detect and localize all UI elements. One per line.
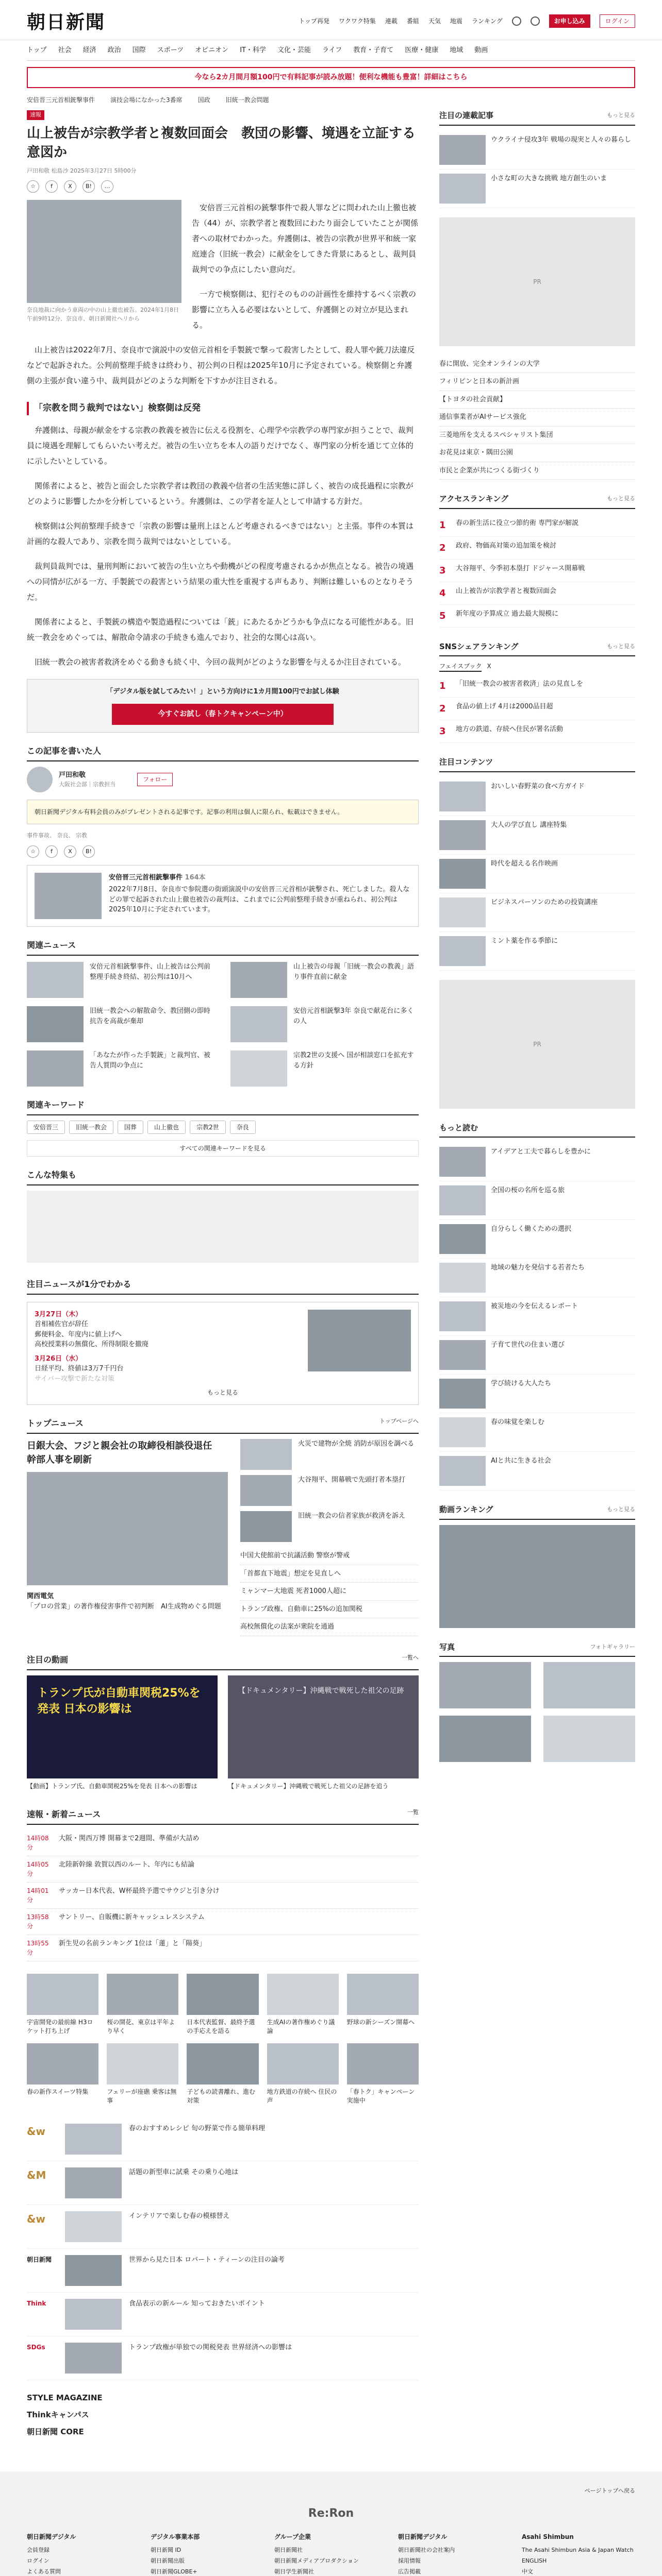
authors-heading: この記事を書いた人: [27, 745, 419, 761]
grid-item[interactable]: 野球の新シーズン開幕へ: [347, 1974, 419, 2036]
ranking-item[interactable]: 2 食品の値上げ 4月は2000品目超: [439, 698, 635, 720]
nav-item[interactable]: 天気: [428, 18, 441, 25]
related-item[interactable]: 安倍元首相銃撃3年 奈良で献花台に多くの人: [230, 1006, 419, 1042]
subscribe-button[interactable]: お申し込み: [549, 14, 590, 28]
related-item[interactable]: 宗教2世の支援へ 国が相談窓口を拡充する方針: [230, 1050, 419, 1087]
footer-column: [398, 2531, 511, 2576]
login-button[interactable]: ログイン: [600, 14, 635, 28]
grid-item[interactable]: 宇宙開発の最前線 H3ロケット打ち上げ: [27, 1974, 98, 2036]
footer-columns: [27, 2531, 635, 2576]
brand-link[interactable]: Thinkキャンパス: [27, 2410, 89, 2420]
author-card: [27, 767, 419, 792]
photo-thumb[interactable]: [439, 1662, 531, 1708]
footer-column-title: 朝日新聞デジタル: [398, 2533, 448, 2540]
sidebar-more[interactable]: もっと見る: [607, 112, 635, 118]
movie-ranking-heading: 動画ランキング もっと見る: [439, 1504, 635, 1520]
sidebar-link[interactable]: 市民と企業が共につくる街づくり: [439, 462, 635, 480]
footer-link[interactable]: 朝日新聞GLOBE+: [151, 2568, 197, 2575]
thumb-grid: [27, 1974, 419, 2106]
topnews-list-item[interactable]: 中国大使館前で抗議活動 警察が警戒: [240, 1547, 419, 1565]
more-item[interactable]: 被災地の今を伝えるレポート: [439, 1297, 635, 1336]
gnav-item[interactable]: IT・科学: [240, 46, 266, 54]
follow-button[interactable]: フォロー: [137, 773, 173, 786]
promo-list: [27, 2117, 419, 2380]
author-role: 大阪社会部｜宗教担当: [59, 781, 115, 788]
gnav-item[interactable]: 教育・子育て: [353, 46, 394, 54]
tag-link[interactable]: 宗教: [76, 832, 87, 839]
nav-item[interactable]: 番組: [406, 18, 419, 25]
article-paragraph: 検察側は公判前整理手続きで「宗教の影響は量刑上ほとんど考慮されるべきではない」と主張。事件の本質は計画的な殺人であり、宗教を問う裁判ではないとしている。: [27, 521, 414, 546]
footer-column-title: デジタル事業本部: [151, 2533, 200, 2540]
keyword-chip[interactable]: 国葬: [118, 1121, 143, 1134]
gnav-item[interactable]: スポーツ: [157, 46, 184, 54]
digest-date: 3月27日（木）: [35, 1310, 82, 1318]
article-title: 山上被告が宗教学者と複数回面会 教団の影響、境遇を立証する意図か: [27, 125, 416, 161]
topnews-list-item[interactable]: トランプ政権、自動車に25%の追加関税: [240, 1601, 419, 1619]
photo-thumb[interactable]: [543, 1716, 635, 1762]
digest-item[interactable]: サイバー攻撃で新たな対策: [35, 1375, 114, 1383]
author-name[interactable]: 戸田和敬: [59, 771, 86, 779]
topnews-list-item[interactable]: 高校無償化の法案が衆院を通過: [240, 1618, 419, 1636]
x-icon[interactable]: X: [64, 845, 76, 858]
topnews-more[interactable]: トップページへ: [379, 1418, 419, 1425]
notice-box: 朝日新聞デジタル有料会員のみがプレゼントされる記事です。記事の利用は個人に限られ、転載はできません。: [27, 800, 419, 824]
main-column: [27, 110, 419, 2441]
brand-link[interactable]: STYLE MAGAZINE: [27, 2393, 103, 2403]
sidebar-link[interactable]: 【トヨタの社会貢献】: [439, 391, 635, 409]
pick-item[interactable]: 小さな町の大きな挑戦 地方創生のいま: [439, 170, 635, 208]
footer-link[interactable]: 朝日新聞出版: [151, 2557, 185, 2564]
footer-column: [522, 2531, 635, 2576]
series-label[interactable]: 安倍晋三元首相銃撃事件 164本: [109, 873, 206, 882]
movie-ranking-thumb[interactable]: [439, 1525, 635, 1628]
related-item[interactable]: 「あなたが作った手製銃」と裁判官、被告人質問の争点に: [27, 1050, 215, 1087]
nav-item[interactable]: ランキング: [471, 18, 503, 25]
footer-brand[interactable]: Re:Ron: [308, 2506, 354, 2520]
recommend-item[interactable]: おいしい春野菜の食べ方ガイド: [439, 777, 635, 816]
ranking-item[interactable]: 1 「旧統一教会の被害者救済」法の見直しを: [439, 675, 635, 698]
sidebar-textlinks: [439, 355, 635, 480]
promo-item[interactable]: SDGs トランプ政権が単独での関税発表 世界経済への影響は: [27, 2336, 419, 2380]
keyword-chip[interactable]: 安倍晋三: [27, 1121, 65, 1134]
pick-heading: こんな特集も: [27, 1169, 419, 1185]
movie-item[interactable]: トランプ氏が自動車関税25%を発表 日本の影響は 【動画】トランプ氏、自動車関税25%を発表 日本への影響は: [27, 1675, 218, 1791]
article-paragraph: 旧統一教会の被害者救済をめぐる動きも続く中、今回の裁判がどのような影響を与えるか注目されている。: [35, 657, 406, 667]
topnews-list-item[interactable]: ミャンマー大地震 死者1000人超に: [240, 1583, 419, 1601]
topnews-side-item[interactable]: 旧統一教会の信者家族が救済を訴え: [240, 1511, 419, 1542]
more-item[interactable]: 子育て世代の住まい選び: [439, 1336, 635, 1375]
topnews-heading: トップニュース トップページへ: [27, 1417, 419, 1434]
footer-link[interactable]: The Asahi Shimbun Asia & Japan Watch: [522, 2546, 634, 2553]
avatar: [27, 767, 53, 792]
breaking-item[interactable]: 13時55分 新生児の名前ランキング 1位は「蓮」と「陽葵」: [27, 1935, 419, 1961]
more-item[interactable]: 自分らしく働くための選択: [439, 1220, 635, 1259]
ranking-item[interactable]: 3 地方の鉄道、存続へ住民が署名活動: [439, 720, 635, 743]
footer-column-title: 朝日新聞デジタル: [27, 2533, 76, 2540]
nav-item[interactable]: ワクワク特集: [338, 18, 376, 25]
movies-heading: 注目の動画 一覧へ: [27, 1654, 419, 1670]
gnav-item[interactable]: 社会: [58, 46, 72, 54]
digest-item[interactable]: 郵便料金、年度内に値上げへ: [35, 1330, 122, 1338]
topnews-side-item[interactable]: 火災で建物が全焼 消防が原因を調べる: [240, 1439, 419, 1470]
movies-more[interactable]: 一覧へ: [402, 1654, 419, 1661]
movie-thumb[interactable]: 【ドキュメンタリー】沖縄戦で戦死した祖父の足跡: [228, 1675, 419, 1778]
ad-slot[interactable]: PR: [439, 980, 635, 1109]
access-more[interactable]: もっと見る: [607, 495, 635, 502]
footer-column: [274, 2531, 388, 2576]
ranking-item[interactable]: 3 大谷翔平、今季初本塁打 ドジャース開幕戦: [439, 560, 635, 582]
topnews-lead[interactable]: 日銀大会、フジと親会社の取締役相談役退任 幹部人事を刷新: [27, 1440, 222, 1466]
footer-link[interactable]: ログイン: [27, 2557, 49, 2564]
section-heading: 「宗教を問う裁判ではない」検察側は反発: [27, 402, 419, 415]
sidebar-link[interactable]: 三菱地所を支えるスペシャリスト集団: [439, 427, 635, 445]
digest-heading: 注目ニュースが1分でわかる: [27, 1278, 419, 1295]
bookmark-icon[interactable]: ☆: [27, 180, 39, 193]
gnav-item[interactable]: ライフ: [322, 46, 342, 54]
movie-ranking-more[interactable]: もっと見る: [607, 1506, 635, 1513]
footer-link[interactable]: 広告掲載: [398, 2568, 421, 2575]
footer-link[interactable]: 採用情報: [398, 2557, 421, 2564]
related-item[interactable]: 安倍元首相銃撃事件、山上被告は公判前整理手続き終結、初公判は10月へ: [27, 962, 215, 998]
ranking-item[interactable]: 1 春の新生活に役立つ節約術 専門家が解説: [439, 514, 635, 537]
footer-column-title: グループ企業: [274, 2533, 311, 2540]
footer-link[interactable]: ENGLISH: [522, 2557, 547, 2564]
promo-item[interactable]: &w インテリアで楽しむ春の模様替え: [27, 2205, 419, 2249]
brand-link[interactable]: 朝日新聞 CORE: [27, 2427, 84, 2437]
grid-item[interactable]: フェリーが座礁 乗客は無事: [107, 2043, 178, 2106]
photo-caption: 奈良地裁に向かう車両の中の山上徹也被告。2024年1月8日午前9時12分、奈良市、朝日新聞社ヘリから: [27, 307, 179, 322]
user-icon[interactable]: [531, 16, 540, 26]
promo-item[interactable]: Think 食品表示の新ルール 知っておきたいポイント: [27, 2293, 419, 2336]
photo-grid: [439, 1662, 635, 1762]
promo-banner[interactable]: 今なら2カ月間月額100円で有料記事が読み放題！便利な機能も豊富！詳細はこちら: [27, 67, 635, 88]
gnav-item[interactable]: 経済: [82, 46, 96, 54]
article-paragraph: 関係者によると、手製銃の構造や製造過程については「銃」にあたるかどうかも争点になる可能性がある。旧統一教会をめぐっては、解散命令請求の手続きも進んでおり、社会的な関心は高い。: [27, 617, 413, 642]
sidebar: [439, 110, 635, 2441]
ranking-item[interactable]: 2 政府、物価高対策の追加策を検討: [439, 537, 635, 560]
footer-link[interactable]: 朝日新聞 ID: [151, 2546, 181, 2553]
gnav-item[interactable]: 文化・芸能: [277, 46, 311, 54]
more-item[interactable]: 地域の魅力を発信する若者たち: [439, 1259, 635, 1297]
digest-item[interactable]: 日経平均、終値は3万7千円台: [35, 1365, 124, 1373]
hatena-icon[interactable]: B!: [82, 180, 95, 193]
movies-list: [27, 1675, 419, 1791]
article-paragraph: 弁護側は、母親が献金をする宗教の教義を被告に伝える役割を、心理学や宗教学の専門家が担うことで、裁判員に境遇を理解してもらいたい考えだ。被告の生い立ちを本人の語りだけでなく、専門家の分析を通じて立体的に示したいとしている。: [27, 425, 413, 466]
brand-links: [27, 2389, 419, 2441]
more-item[interactable]: 春の味覚を楽しむ: [439, 1413, 635, 1452]
more-heading: もっと読む: [439, 1122, 635, 1138]
bookmark-icon[interactable]: ☆: [27, 845, 39, 858]
series-desc: 2022年7月8日、奈良市で参院選の街頭演説中の安倍晋三元首相が銃撃され、死亡しました。殺人などの罪で起訴された山上徹也被告の裁判は、これまでに公判前整理手続きが重ねられ、初公判は2025年10月に予定されています。: [109, 886, 410, 914]
topnews-sub-label: 関西電気: [27, 1592, 54, 1601]
related-heading: 関連ニュース: [27, 939, 419, 956]
topic-link[interactable]: 演技会場になかった3番席: [110, 96, 183, 104]
article-paragraph: 安倍晋三元首相の銃撃事件で殺人罪などに問われた山上徹也被告（44）が、宗教学者と複数回にわたり面会していたことが関係者への取材でわかった。弁護側は、被告の宗教が世界平和統一家庭連合（旧統一教会）に献金をしてきた背景にあるとし、裁判員裁判での争点にしたい意向だ。: [192, 203, 419, 275]
gnav-item[interactable]: オピニオン: [195, 46, 229, 54]
grid-item[interactable]: 地方鉄道の存続へ 住民の声: [267, 2043, 339, 2106]
grid-item[interactable]: 生成AIの著作権めぐり議論: [267, 1974, 339, 2036]
recommend-item[interactable]: ビジネスパーソンのための投資講座: [439, 893, 635, 932]
footer-link[interactable]: 朝日新聞社: [274, 2546, 303, 2553]
grid-item[interactable]: 「春トク」キャンペーン実施中: [347, 2043, 419, 2106]
keywords-more[interactable]: すべての関連キーワードを見る: [27, 1140, 419, 1157]
keyword-chip[interactable]: 宗教2世: [190, 1121, 226, 1134]
tab-x[interactable]: X: [487, 663, 491, 670]
social-tabs: [439, 662, 635, 672]
related-list: [27, 962, 419, 1087]
breaking-item[interactable]: 14時05分 北陸新幹線 敦賀以西のルート、年内にも結論: [27, 1856, 419, 1883]
site-logo[interactable]: 朝日新聞: [27, 11, 106, 33]
article-meta: 戸田和敬 松島沙 2025年3月27日 5時00分: [27, 167, 137, 174]
article-lead-block: [27, 200, 419, 342]
ad-slot[interactable]: PR: [439, 217, 635, 346]
series-thumbnail[interactable]: [35, 873, 102, 919]
more-icon[interactable]: …: [101, 180, 113, 193]
footer-link[interactable]: 中文: [522, 2568, 533, 2575]
digest-more[interactable]: もっと見る: [207, 1389, 238, 1397]
facebook-icon[interactable]: f: [45, 845, 58, 858]
social-more[interactable]: もっと見る: [607, 642, 635, 650]
promo-item[interactable]: &w 春のおすすめレシピ 旬の野菜で作る簡単料理: [27, 2117, 419, 2161]
footer-link[interactable]: 会員登録: [27, 2546, 49, 2553]
keyword-chip[interactable]: 旧統一教会: [69, 1121, 113, 1134]
hatena-icon[interactable]: B!: [82, 845, 95, 858]
access-heading: アクセスランキング もっと見る: [439, 493, 635, 509]
ranking-item[interactable]: 4 山上被告が宗教学者と複数回面会: [439, 582, 635, 605]
photo-more[interactable]: フォトギャラリー: [590, 1643, 635, 1650]
tag-link[interactable]: 事件事故: [27, 832, 49, 839]
nav-item[interactable]: 連載: [385, 18, 398, 25]
keywords-heading: 関連キーワード: [27, 1099, 419, 1115]
photo-heading: 写真 フォトギャラリー: [439, 1641, 635, 1657]
search-icon[interactable]: [512, 16, 521, 26]
topic-link[interactable]: 旧統一教会問題: [225, 96, 269, 104]
recommend-item[interactable]: 時代を超える名作映画: [439, 855, 635, 893]
gnav-item[interactable]: 医療・健康: [405, 46, 439, 54]
sidebar-link[interactable]: 春に開放、完全オンラインの大学: [439, 355, 635, 374]
pick-item[interactable]: ウクライナ侵攻3年 戦場の現実と人々の暮らし: [439, 131, 635, 170]
sidebar-link[interactable]: フィリピンと日本の新計画: [439, 373, 635, 391]
more-item[interactable]: AIと共に生きる社会: [439, 1452, 635, 1490]
photo-thumb[interactable]: [543, 1662, 635, 1708]
topic-link[interactable]: 安倍晋三元首相銃撃事件: [27, 96, 95, 104]
share-bar: [27, 180, 419, 193]
x-icon[interactable]: X: [64, 180, 76, 193]
digest-box: [27, 1302, 419, 1405]
grid-item[interactable]: 子どもの読書離れ、進む対策: [187, 2043, 258, 2106]
topnews-side-item[interactable]: 大谷翔平、開幕戦で先頭打者本塁打: [240, 1475, 419, 1506]
breaking-heading: 速報・新着ニュース 一覧: [27, 1808, 419, 1825]
tab-facebook[interactable]: フェイスブック: [439, 662, 482, 672]
facebook-icon[interactable]: f: [45, 180, 58, 193]
grid-item[interactable]: 日本代表監督、最終予選の手応えを語る: [187, 1974, 258, 2036]
news-tag: 速報: [27, 110, 44, 120]
photo-thumb[interactable]: [439, 1716, 531, 1762]
trial-button[interactable]: 今すぐお試し（春トクキャンペーン中）: [112, 704, 334, 725]
keyword-chip[interactable]: 山上徹也: [147, 1121, 186, 1134]
recommend-heading: 注目コンテンツ: [439, 756, 635, 772]
grid-item[interactable]: 桜の開花、東京は平年より早く: [107, 1974, 178, 2036]
movie-item[interactable]: 【ドキュメンタリー】沖縄戦で戦死した祖父の足跡 【ドキュメンタリー】沖縄戦で戦死した祖父の足跡を追う: [228, 1675, 419, 1791]
more-item[interactable]: アイデアと工夫で暮らしを豊かに: [439, 1143, 635, 1181]
promo-item[interactable]: &M 話題の新型車に試乗 その乗り心地は: [27, 2161, 419, 2205]
user-nav: [299, 14, 635, 28]
more-item[interactable]: 学び続ける大人たち: [439, 1375, 635, 1413]
sidebar-heading: 注目の連載記事 もっと見る: [439, 110, 635, 126]
breaking-list: [27, 1830, 419, 1961]
digest-item[interactable]: 高校授業料の無償化、所得制限を撤廃: [35, 1341, 149, 1349]
topic-link[interactable]: 国政: [197, 96, 210, 104]
social-heading: SNSシェアランキング もっと見る: [439, 641, 635, 657]
pagetop-link[interactable]: ページトップへ戻る: [584, 2487, 635, 2495]
breaking-item[interactable]: 14時01分 サッカー日本代表、W杯最終予選でサウジと引き分け: [27, 1883, 419, 1909]
promo-item[interactable]: 朝日新聞 世界から見た日本 ロバート・ティーンの注目の論考: [27, 2249, 419, 2293]
tag-link[interactable]: 奈良: [57, 832, 69, 839]
ranking-item[interactable]: 5 新年度の予算成立 過去最大規模に: [439, 605, 635, 628]
trial-box: [27, 679, 419, 733]
topnews-sub[interactable]: 「プロの営業」の著作権侵害事件で初判断 AI生成物めぐる問題: [27, 1602, 221, 1611]
grid-item[interactable]: 春の新作スイーツ特集: [27, 2043, 98, 2106]
footer-link[interactable]: 朝日新聞メディアプロダクション: [274, 2557, 359, 2564]
digest-image[interactable]: [308, 1310, 411, 1371]
article-paragraph: 一方で検察側は、犯行そのものの計画性を維持するべく宗教の影響に立ち入る必要はないとして、弁護側との対立が見込まれる。: [192, 290, 417, 330]
footer-column: [151, 2531, 264, 2576]
recommend-item[interactable]: 大人の学び直し 講座特集: [439, 816, 635, 855]
keyword-chip[interactable]: 奈良: [230, 1121, 256, 1134]
article-paragraph: 山上被告は2022年7月、奈良市で演説中の安倍元首相を手製銃で撃って殺害したとして、殺人罪や銃刀法違反などで起訴された。公判前整理手続きは終わり、初公判の日程は2025年10月に予定されている。検察側と弁護側の主張が食い違う中、裁判員がどのような判断を下すかが注目される。: [27, 345, 415, 386]
trial-lead: 「デジタル版を試してみたい！」という方向けに1カ月間100円でお試し体験: [106, 687, 339, 696]
breaking-item[interactable]: 14時08分 大阪・関西万博 開幕まで2週間、準備が大詰め: [27, 1830, 419, 1856]
share-bar-bottom: [27, 845, 419, 858]
breaking-item[interactable]: 13時58分 サントリー、自販機に新キャッシュレスシステム: [27, 1909, 419, 1935]
related-item[interactable]: 旧統一教会への解散命令、教団側の即時抗告を高裁が棄却: [27, 1006, 215, 1042]
footer-link[interactable]: 朝日新聞社の会社案内: [398, 2546, 455, 2553]
gnav-item[interactable]: 地域: [450, 46, 464, 54]
recommend-item[interactable]: ミント薬を作る季節に: [439, 932, 635, 971]
gnav-item[interactable]: 政治: [107, 46, 121, 54]
topics-bar: [27, 95, 635, 105]
global-nav: [27, 40, 635, 61]
topnews-block: [27, 1439, 419, 1636]
article-paragraph: 関係者によると、被告と面会した宗教学者は教団の教義や信者の生活実態に詳しく、被告の成長過程に宗教がどのように影響したかを分析しているという。弁護側は、この学者を証人として申請する方針だ。: [27, 481, 413, 506]
nav-item[interactable]: 地震: [450, 18, 462, 25]
keyword-list: [27, 1121, 419, 1134]
footer: [0, 2471, 662, 2576]
series-box: [27, 865, 419, 927]
sidebar-link[interactable]: お花見は東京・隅田公園: [439, 444, 635, 462]
header: [0, 0, 662, 40]
pick-area: [27, 1191, 419, 1263]
digest-date: 3月26日（水）: [35, 1354, 82, 1363]
topnews-photo[interactable]: [27, 1472, 228, 1585]
nav-item[interactable]: トップ再発: [299, 18, 329, 25]
footer-link[interactable]: よくある質問: [27, 2568, 61, 2575]
topnews-list-item[interactable]: 「首都直下地震」想定を見直しへ: [240, 1565, 419, 1583]
gnav-item[interactable]: 動画: [474, 46, 488, 54]
article-paragraph: 裁判員裁判では、量刑判断において被告の生い立ちや動機がどの程度考慮されるかが焦点となる。被告の境遇への同情が広がる一方、手製銃での殺害という結果の重大性を重視する声もあり、判断は難しいものとなりそうだ。: [27, 561, 414, 602]
related-item[interactable]: 山上被告の母親「旧統一教会の教義」語り事件直前に献金: [230, 962, 419, 998]
sidebar-link[interactable]: 通信事業者がAIサービス強化: [439, 409, 635, 427]
gnav-item[interactable]: トップ: [27, 46, 47, 54]
gnav-item[interactable]: 国際: [132, 46, 146, 54]
movie-thumb[interactable]: トランプ氏が自動車関税25%を発表 日本の影響は: [27, 1675, 218, 1778]
footer-column: [27, 2531, 140, 2576]
digest-item[interactable]: 首相補佐官が辞任: [35, 1320, 89, 1329]
tags-line: 事件事故、 奈良、 宗教: [27, 832, 87, 839]
article-photo[interactable]: [27, 200, 181, 303]
more-item[interactable]: 全国の桜の名所を巡る旅: [439, 1181, 635, 1220]
footer-column-title: Asahi Shimbun: [522, 2533, 574, 2540]
breaking-more[interactable]: 一覧: [407, 1808, 419, 1816]
footer-link[interactable]: 朝日学生新聞社: [274, 2568, 314, 2575]
